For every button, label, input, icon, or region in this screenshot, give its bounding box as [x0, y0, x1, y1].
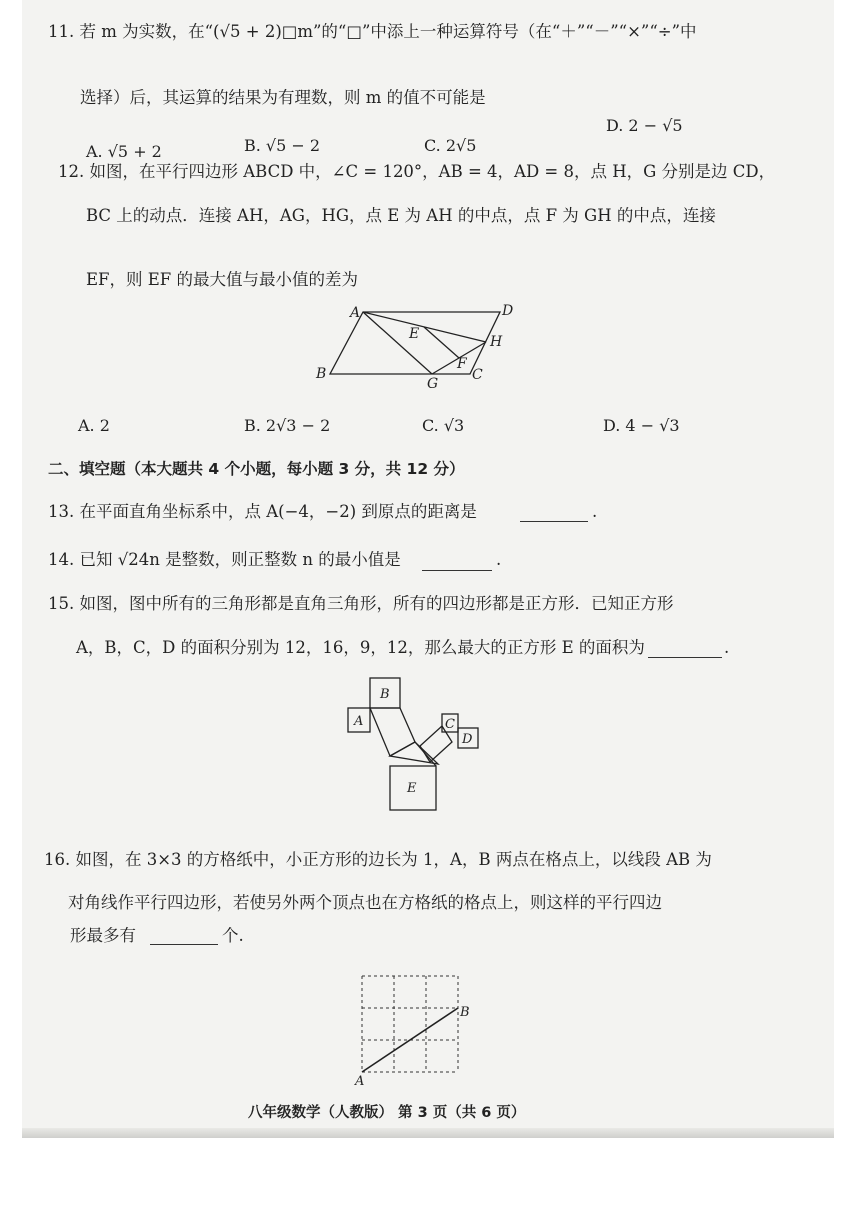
- label-a: A: [350, 305, 361, 321]
- dashed-grid: [362, 976, 458, 1072]
- parallelogram-figure: [310, 296, 530, 396]
- q16-line3-end: 个.: [222, 926, 244, 945]
- label-point-b: B: [460, 1005, 470, 1020]
- q13-text: 13. 在平面直角坐标系中，点 A(−4，−2) 到原点的距离是: [48, 502, 477, 521]
- section-title-fill-in: 二、填空题（本大题共 4 个小题，每小题 3 分，共 12 分）: [48, 460, 465, 478]
- label-d-square: D: [462, 732, 473, 747]
- q11-line2: 选择）后，其运算的结果为有理数，则 m 的值不可能是: [80, 88, 486, 107]
- q14-answer-blank: [422, 570, 492, 571]
- parallelogram-abcd: [330, 312, 500, 374]
- label-h: H: [490, 334, 503, 350]
- q16-answer-blank: [150, 944, 218, 945]
- page-shadow-edge: [22, 1128, 834, 1138]
- q16-line3-start: 形最多有: [70, 926, 136, 945]
- q12-option-d: D. 4 − √3: [603, 416, 680, 435]
- label-e-square: E: [407, 781, 417, 796]
- q14-end: .: [496, 550, 502, 569]
- label-d: D: [502, 303, 514, 319]
- q16-line1: 16. 如图，在 3×3 的方格纸中，小正方形的边长为 1，A，B 两点在格点上，以线段 AB 为: [44, 850, 712, 869]
- label-g: G: [427, 376, 439, 392]
- q15-answer-blank: [648, 657, 722, 658]
- label-a-square: A: [354, 714, 364, 729]
- q11-option-d: D. 2 − √5: [606, 116, 683, 135]
- q12-option-c: C. √3: [422, 416, 465, 435]
- label-f: F: [457, 356, 467, 372]
- q14-text: 14. 已知 √24n 是整数，则正整数 n 的最小值是: [48, 550, 401, 569]
- q11-line1: 11. 若 m 为实数，在“(√5 + 2)□m”的“□”中添上一种运算符号（在“＋”“－”“×”“÷”中: [48, 22, 697, 41]
- segment-ag: [363, 312, 432, 374]
- q11-option-c: C. 2√5: [424, 136, 477, 155]
- q12-option-a: A. 2: [78, 416, 110, 435]
- q12-option-b: B. 2√3 − 2: [244, 416, 331, 435]
- label-c-square: C: [445, 717, 455, 732]
- q13-end: .: [592, 502, 598, 521]
- q15-end: .: [724, 638, 730, 657]
- q11-option-a: A. √5 + 2: [86, 142, 162, 161]
- label-point-a: A: [355, 1074, 365, 1086]
- label-e: E: [409, 326, 420, 342]
- page-footer: 八年级数学（人教版） 第 3 页（共 6 页）: [248, 1105, 526, 1121]
- q15-line1: 15. 如图，图中所有的三角形都是直角三角形，所有的四边形都是正方形．已知正方形: [48, 594, 674, 613]
- square-left-mid: [370, 708, 415, 756]
- q13-answer-blank: [520, 521, 588, 522]
- label-b: B: [316, 366, 327, 382]
- q15-line2: A，B，C，D 的面积分别为 12，16，9，12，那么最大的正方形 E 的面积为: [76, 638, 645, 657]
- q16-line2: 对角线作平行四边形，若使另外两个顶点也在方格纸的格点上，则这样的平行四边: [68, 893, 662, 912]
- q12-line1: 12. 如图，在平行四边形 ABCD 中，∠C = 120°，AB = 4，AD = 8，点 H，G 分别是边 CD，: [58, 162, 776, 181]
- q12-line3: EF，则 EF 的最大值与最小值的差为: [86, 270, 358, 289]
- grid-figure: [350, 966, 480, 1086]
- q12-line2: BC 上的动点．连接 AH，AG，HG，点 E 为 AH 的中点，点 F 为 GH 的中点，连接: [86, 206, 716, 225]
- label-c: C: [472, 367, 483, 383]
- squares-figure: [340, 672, 490, 822]
- label-b-square: B: [380, 687, 390, 702]
- q11-option-b: B. √5 − 2: [244, 136, 321, 155]
